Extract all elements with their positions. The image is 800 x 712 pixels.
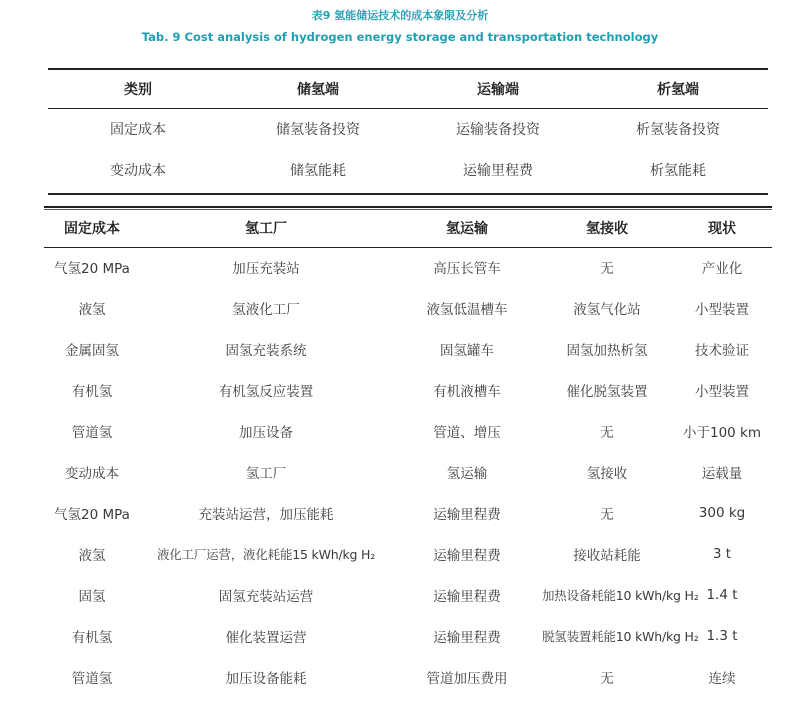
table-row (44, 574, 772, 615)
table-cell: 小型装置 (695, 383, 749, 400)
table-cell: 液化工厂运营，液化耗能15 kWh/kg H₂ (156, 546, 376, 562)
cost-analysis-table (44, 209, 772, 697)
table-cell: 变动成本 (65, 465, 119, 482)
table-cell: 加压充装站 (232, 260, 300, 277)
table-cell: 无 (600, 506, 614, 523)
table-cell: 氢工厂 (245, 465, 287, 482)
table-cell: 固氢充装站运营 (218, 588, 314, 605)
table-cell: 液氢低温槽车 (426, 301, 508, 318)
table-cell: 小型装置 (695, 301, 749, 318)
table-row (44, 369, 772, 410)
table-cell: 固氢加热析氢 (566, 342, 648, 359)
table-row (44, 410, 772, 451)
table-cell: 金属固氢 (65, 342, 119, 359)
table-cell: 液氢 (78, 547, 106, 564)
table-cell: 储氢装备投资 (276, 121, 360, 138)
table-cell: 有机氢反应装置 (218, 383, 314, 400)
table2-top-rule (44, 206, 772, 208)
table-cell: 液氢 (78, 301, 106, 318)
table-caption-cn: 表9 氢能储运技术的成本象限及分析 (311, 9, 489, 22)
table-row (48, 108, 768, 149)
table1-header-cell: 储氢端 (297, 82, 339, 98)
table2-header-cell: 氢工厂 (245, 220, 287, 237)
table2-header-cell: 现状 (708, 220, 736, 237)
table-row (44, 656, 772, 697)
table-cell: 氢接收 (586, 465, 628, 482)
table-cell: 运输里程费 (433, 506, 501, 523)
table2-header-cell: 固定成本 (64, 220, 120, 237)
table-cell: 管道、增压 (433, 424, 501, 441)
table-cell: 无 (600, 424, 614, 441)
table-cell: 运输里程费 (433, 547, 501, 564)
table1-header-cell: 运输端 (477, 82, 519, 98)
table-cell: 析氢装备投资 (636, 121, 720, 138)
table-cell: 变动成本 (110, 162, 166, 179)
table1-header-row (48, 70, 768, 108)
table-cell: 氢运输 (446, 465, 488, 482)
table-row (48, 149, 768, 190)
table-cell: 加压设备能耗 (225, 670, 307, 687)
table-cell: 运输里程费 (433, 629, 501, 646)
table-cell: 气氢20 MPa (54, 506, 130, 523)
table-row (44, 287, 772, 328)
table-cell: 300 kg (698, 504, 746, 521)
table2-header-cell: 氢运输 (446, 220, 488, 237)
table-cell: 运载量 (701, 465, 743, 482)
table-cell: 接收站耗能 (573, 547, 641, 564)
table-cell: 氢液化工厂 (232, 301, 300, 318)
table-row (44, 328, 772, 369)
table-cell: 有机氢 (71, 383, 113, 400)
table-cell: 无 (600, 670, 614, 687)
table-cell: 3 t (712, 545, 732, 562)
table-cell: 液氢气化站 (573, 301, 641, 318)
table-row (44, 492, 772, 533)
table-cell: 1.4 t (706, 586, 738, 603)
table1-header-cell: 析氢端 (657, 82, 699, 98)
table-cell: 管道氢 (71, 424, 113, 441)
table-cell: 连续 (708, 670, 736, 687)
table-cell: 析氢能耗 (650, 162, 706, 179)
cost-quadrant-table (48, 70, 768, 190)
table-cell: 产业化 (701, 260, 743, 277)
table-cell: 小于100 km (682, 424, 762, 441)
table-cell: 气氢20 MPa (54, 260, 130, 277)
table-cell: 运输装备投资 (456, 121, 540, 138)
table-cell: 固定成本 (110, 121, 166, 138)
table-row (44, 246, 772, 287)
table-cell: 充装站运营，加压能耗 (198, 506, 334, 523)
table-cell: 固氢罐车 (440, 342, 494, 359)
table-cell: 管道氢 (71, 670, 113, 687)
table-row (44, 451, 772, 492)
table1-header-cell: 类别 (124, 82, 152, 98)
table-cell: 脱氢装置耗能10 kWh/kg H₂ (542, 628, 699, 644)
table-cell: 运输里程费 (433, 588, 501, 605)
table-cell: 无 (600, 260, 614, 277)
table-cell: 加热设备耗能10 kWh/kg H₂ (542, 587, 699, 603)
table-cell: 有机氢 (71, 629, 113, 646)
table-cell: 加压设备 (239, 424, 293, 441)
table-cell: 固氢 (78, 588, 106, 605)
table1-bottom-rule (48, 193, 768, 195)
table-row (44, 615, 772, 656)
table-cell: 高压长管车 (433, 260, 501, 277)
table2-header-row (44, 209, 772, 246)
table2-header-cell: 氢接收 (586, 220, 628, 237)
table-cell: 管道加压费用 (426, 670, 508, 687)
table-cell: 固氢充装系统 (225, 342, 307, 359)
table-cell: 有机液槽车 (433, 383, 501, 400)
table-cell: 运输里程费 (463, 162, 533, 179)
table-cell: 催化装置运营 (225, 629, 307, 646)
table-cell: 催化脱氢装置 (566, 383, 648, 400)
table-cell: 技术验证 (695, 342, 749, 359)
table-cell: 1.3 t (706, 627, 738, 644)
table-row (44, 533, 772, 574)
table-cell: 储氢能耗 (290, 162, 346, 179)
table-caption-en: Tab. 9 Cost analysis of hydrogen energy storage and transportation technology (141, 30, 659, 44)
